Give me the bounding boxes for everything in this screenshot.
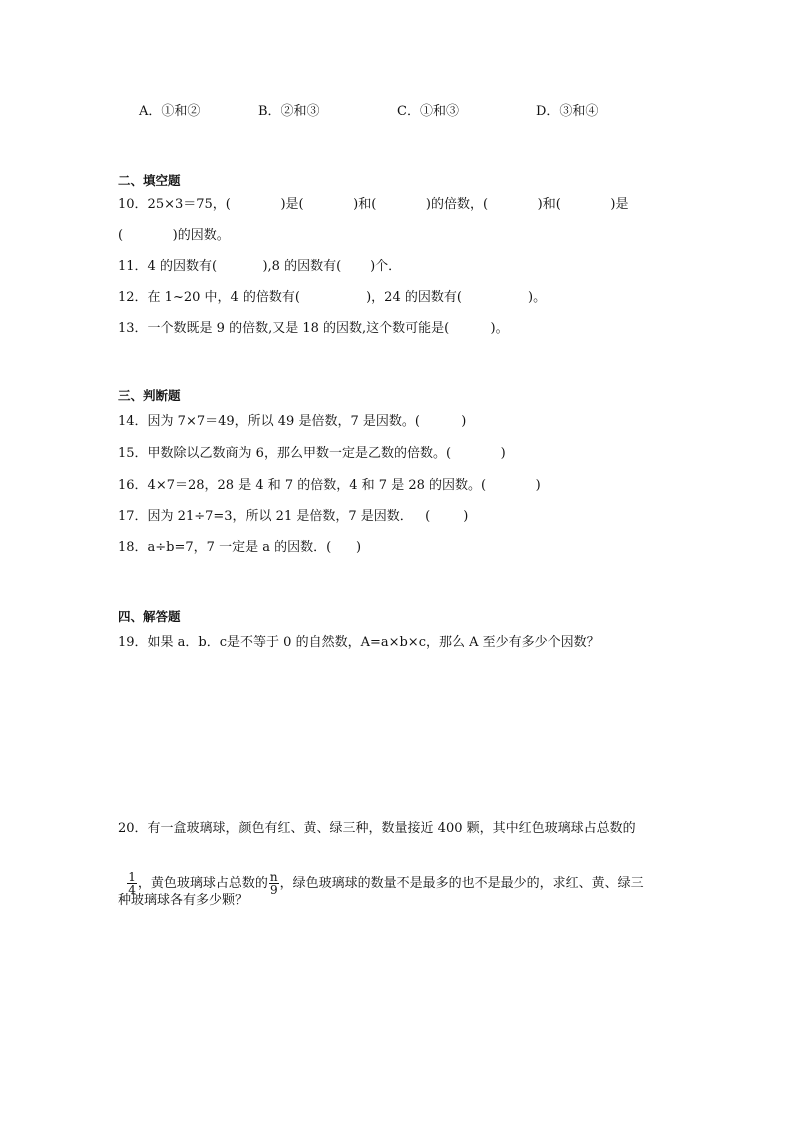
section-fill-title: 二、填空题	[118, 173, 181, 188]
question-20-line2	[118, 853, 644, 896]
question-15: 15．甲数除以乙数商为 6，那么甲数一定是乙数的倍数。( )	[118, 446, 506, 461]
question-20-line3: 种玻璃球各有多少颗？	[118, 893, 249, 908]
fraction-denominator: 9	[269, 883, 278, 897]
question-18: 18．a÷b=7，7 一定是 a 的因数．( )	[118, 540, 362, 555]
section-judge-title: 三、判断题	[118, 388, 181, 403]
question-10-line2: ( )的因数。	[118, 228, 230, 243]
question-12: 12．在 1~20 中，4 的倍数有( )，24 的因数有( )。	[118, 290, 547, 305]
question-20-line2-text-b: ，绿色玻璃球的数量不是最多的也不是最少的，求红、黄、绿三	[279, 876, 644, 891]
option-c: C．①和③	[397, 104, 459, 119]
section-solve-title: 四、解答题	[118, 609, 181, 624]
question-13: 13．一个数既是 9 的倍数,又是 18 的因数,这个数可能是( )。	[118, 321, 509, 336]
option-b: B．②和③	[258, 104, 320, 119]
fraction-numerator: n	[269, 870, 278, 884]
question-10-line1: 10．25×3＝75，( )是( )和( )的倍数，( )和( )是	[118, 197, 629, 212]
question-19: 19．如果 a．b．c是不等于 0 的自然数，A=a×b×c，那么 A 至少有多少个因数？	[118, 635, 600, 650]
question-20-line1: 20．有一盒玻璃球，颜色有红、黄、绿三种，数量接近 400 颗，其中红色玻璃球占总数的	[118, 821, 636, 836]
fraction-n-ninths	[269, 871, 279, 896]
question-17: 17．因为 21÷7=3，所以 21 是倍数，7 是因数． ( )	[118, 509, 469, 524]
question-14: 14．因为 7×7＝49，所以 49 是倍数，7 是因数。( )	[118, 414, 467, 429]
fraction-denominator: 4	[128, 883, 136, 897]
option-d: D．③和④	[536, 104, 599, 119]
question-11: 11．4 的因数有( ),8 的因数有( )个．	[118, 259, 402, 274]
question-16: 16．4×7＝28，28 是 4 和 7 的倍数，4 和 7 是 28 的因数。( )	[118, 478, 541, 493]
option-a: A．①和②	[139, 104, 201, 119]
question-20-line2-text-a: ，黄色玻璃球占总数的	[137, 876, 268, 891]
fraction-numerator: 1	[128, 870, 136, 884]
